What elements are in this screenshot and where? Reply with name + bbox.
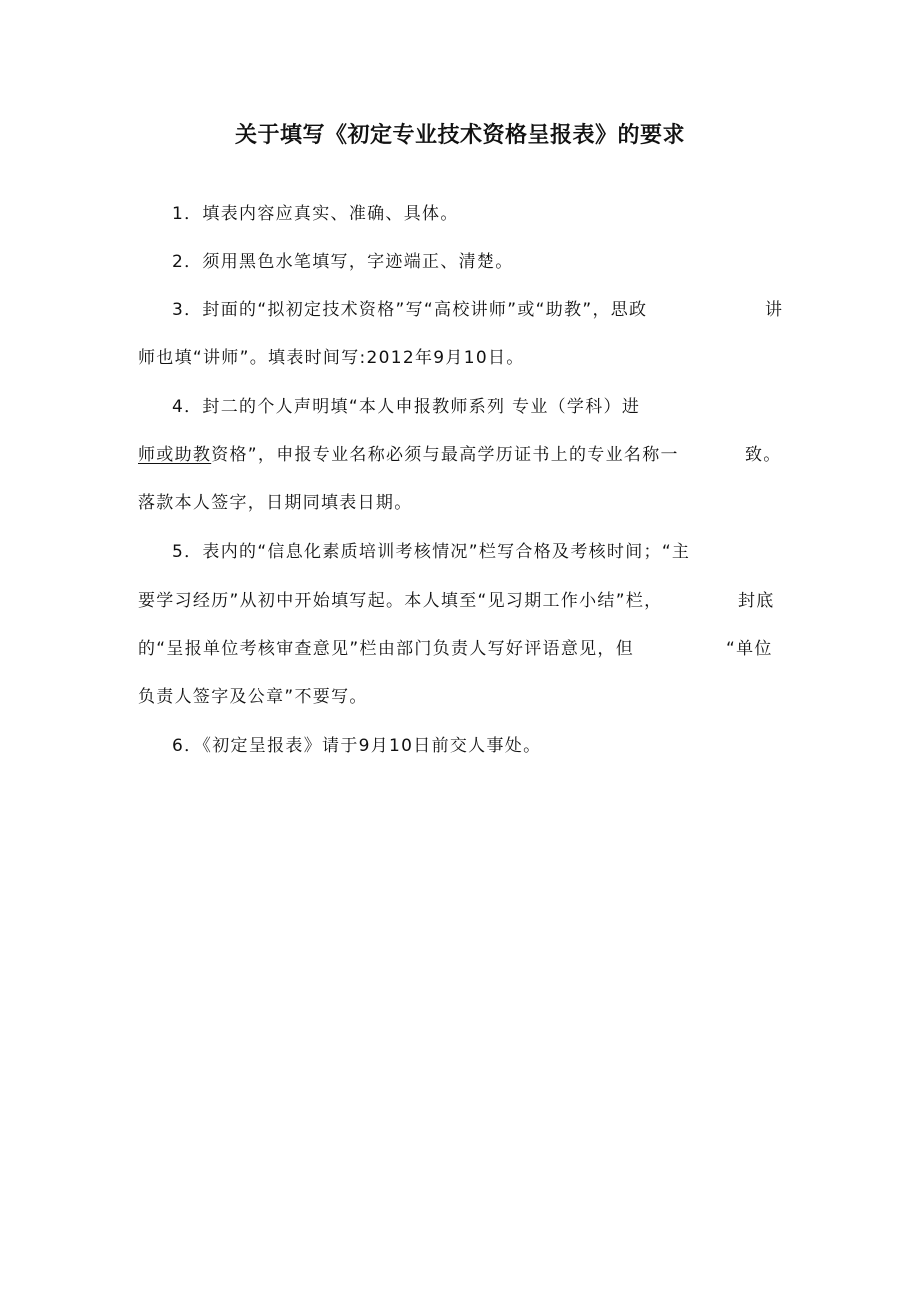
requirement-item-4-cont2 <box>138 491 413 515</box>
requirement-text: 2．须用黑色水笔填写，字迹端正、清楚。 <box>172 252 514 272</box>
requirement-text: 4．封二的个人声明填“本人申报教师系列 专业（学科）进 <box>172 397 641 417</box>
requirement-item-4-fragment <box>745 443 782 467</box>
requirement-text: 6．《初定呈报表》请于9月10日前交人事处。 <box>172 736 542 756</box>
requirement-item-3-fragment <box>765 298 783 322</box>
requirement-item-4 <box>172 395 640 419</box>
requirement-item-4-cont <box>138 443 679 467</box>
requirement-text: 1．填表内容应真实、准确、具体。 <box>172 204 459 224</box>
requirement-item-3-cont <box>138 346 525 370</box>
requirement-text: 资格”，申报专业名称必须与最高学历证书上的专业名称一 <box>211 445 679 465</box>
requirement-text: 的“呈报单位考核审查意见”栏由部门负责人写好评语意见，但 <box>138 639 635 659</box>
requirement-text: 落款本人签字，日期同填表日期。 <box>138 493 413 513</box>
requirement-text: 3．封面的“拟初定技术资格”写“高校讲师”或“助教”，思政 <box>172 300 648 320</box>
requirement-item-5-cont3 <box>138 685 368 709</box>
requirement-item-5-cont2 <box>138 637 634 661</box>
document-title: 关于填写《初定专业技术资格呈报表》的要求 <box>234 123 685 148</box>
requirement-text: 负责人签字及公章”不要写。 <box>138 687 368 707</box>
requirement-item-1 <box>172 202 459 226</box>
requirement-text: 封底 <box>738 591 775 611</box>
requirement-item-5-fragment <box>738 589 775 613</box>
requirement-item-6 <box>172 734 541 758</box>
requirement-text: 5．表内的“信息化素质培训考核情况”栏写合格及考核时间；“主 <box>172 542 691 562</box>
requirement-item-5-fragment2 <box>726 637 773 661</box>
requirement-item-5 <box>172 540 690 564</box>
requirement-text: 致。 <box>745 445 782 465</box>
underlined-text: 师或助教 <box>138 445 212 465</box>
requirement-item-3 <box>172 298 647 322</box>
requirement-item-5-cont <box>138 589 662 613</box>
requirement-item-2 <box>172 250 514 274</box>
requirement-text: “单位 <box>726 639 773 659</box>
requirement-text: 讲 <box>765 300 784 320</box>
requirement-text: 要学习经历”从初中开始填写起。本人填至“见习期工作小结”栏， <box>138 591 663 611</box>
requirement-text: 师也填“讲师”。填表时间写:2012年9月10日。 <box>138 348 525 368</box>
